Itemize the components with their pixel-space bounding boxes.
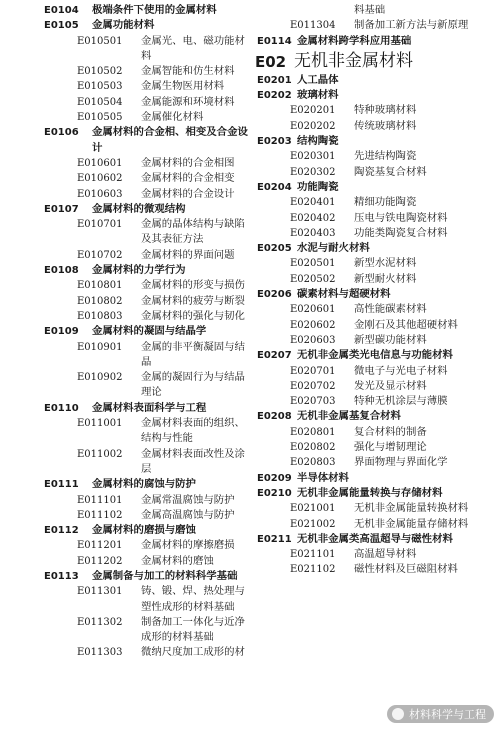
entry-title: 金属光、电、磁功能材料 [141,34,245,62]
category-entry [44,263,252,278]
category-entry [257,180,495,195]
subcategory-entry [257,18,495,33]
entry-code: E010803 [77,310,123,322]
wechat-logo-icon [392,708,404,720]
entry-code: E021001 [290,503,336,515]
entry-code: E0111 [44,479,79,491]
entry-title: 金属材料的合金设计 [141,187,235,200]
subcategory-entry [44,538,252,553]
entry-code: E020703 [290,396,336,408]
entry-title: 金属能源和环境材料 [141,95,235,108]
subcategory-entry [44,416,252,447]
entry-title: 玻璃材料 [297,89,339,102]
entry-title: 无机非金属类高温超导与磁性材料 [297,532,453,545]
entry-code: E020803 [290,457,336,469]
subcategory-entry [44,278,252,293]
subcategory-entry [257,501,495,516]
entry-title: 发光及显示材料 [354,379,427,392]
subcategory-entry [257,195,495,210]
entry-title: 陶瓷基复合材料 [354,165,427,178]
entry-title: 金属材料的形变与损伤 [141,279,245,292]
entry-title: 铸、锻、焊、热处理与塑性成形的材料基础 [141,585,245,613]
entry-title: 金属材料表面科学与工程 [92,401,207,414]
subcategory-entry [257,394,495,409]
entry-code: E010503 [77,81,123,93]
entry-code: E010505 [77,112,123,124]
subcategory-entry [44,248,252,263]
subcategory-entry [44,79,252,94]
entry-code: E0205 [257,243,292,255]
subcategory-entry [44,584,252,615]
entry-title: 传统玻璃材料 [354,119,417,132]
entry-title: 无机非金属能量转换与存储材料 [297,486,443,499]
subcategory-entry [44,187,252,202]
subcategory-entry [257,211,495,226]
entry-code: E020701 [290,365,336,377]
entry-title: 磁性材料及巨磁阻材料 [354,563,458,576]
entry-title: 金属高温腐蚀与防护 [141,508,235,521]
category-entry [44,401,252,416]
entry-title: 微纳尺度加工成形的材 [141,646,245,659]
entry-code: E020301 [290,151,336,163]
entry-code: E020302 [290,166,336,178]
entry-title: 压电与铁电陶瓷材料 [354,211,448,224]
subcategory-entry [44,217,252,248]
entry-title: 金属的晶体结构与缺陷及其表征方法 [141,218,245,246]
subcategory-entry [257,103,495,118]
entry-title: 无机非金属能量转换材料 [354,502,469,515]
entry-code: E0110 [44,402,79,414]
entry-title: 金属材料的合金相变 [141,172,235,185]
entry-code: E020403 [290,227,336,239]
subcategory-entry [257,364,495,379]
entry-title: 制备加工新方法与新原理 [354,19,469,32]
subcategory-entry [44,64,252,79]
category-entry [44,477,252,492]
subcategory-entry [257,272,495,287]
entry-code: E0201 [257,74,292,86]
entry-title: 先进结构陶瓷 [354,150,417,163]
entry-code: E020501 [290,258,336,270]
entry-code: E010801 [77,280,123,292]
category-entry [257,409,495,424]
category-entry [44,202,252,217]
entry-title: 特种玻璃材料 [354,104,417,117]
section-heading [257,50,495,72]
entry-title: 新型水泥材料 [354,257,417,270]
entry-title: 人工晶体 [297,73,339,86]
subcategory-entry [44,309,252,324]
subcategory-entry [44,508,252,523]
entry-title: 高温超导材料 [354,548,417,561]
subcategory-entry [44,554,252,569]
entry-title: 金属材料的微观结构 [92,202,186,215]
entry-title: 金属材料跨学科应用基础 [297,34,412,47]
entry-code: E020601 [290,304,336,316]
entry-code: E0209 [257,472,292,484]
subcategory-entry [44,370,252,401]
entry-code: E020603 [290,334,336,346]
entry-title: 金属材料的力学行为 [92,264,186,277]
category-entry [44,523,252,538]
entry-title: 强化与增韧理论 [354,441,427,454]
entry-code: E020202 [290,120,336,132]
watermark-text: 材料科学与工程 [409,708,486,721]
subcategory-entry [257,333,495,348]
entry-title: 金属材料的摩擦磨损 [141,539,235,552]
entry-title: 无机非金属能量存储材料 [354,517,469,530]
entry-title: 金属生物医用材料 [141,80,225,93]
entry-title: 水泥与耐火材料 [297,242,370,255]
subcategory-entry [257,379,495,394]
right-column [257,3,495,578]
entry-code: E0108 [44,265,79,277]
category-entry [257,241,495,256]
entry-code: E021101 [290,549,336,561]
entry-code: E011304 [290,20,336,32]
subcategory-entry [44,34,252,65]
entry-code: E0206 [257,289,292,301]
subcategory-entry [44,110,252,125]
subcategory-entry [257,318,495,333]
entry-title: 金属材料的合金相图 [141,156,235,169]
entry-code: E011303 [77,647,123,659]
continued-entry [257,3,495,18]
entry-title: 金属常温腐蚀与防护 [141,493,235,506]
category-entry [44,18,252,33]
entry-code: E011102 [77,509,123,521]
category-entry [44,324,252,339]
entry-code: E0203 [257,136,292,148]
entry-title: 金属材料的疲劳与断裂 [141,294,245,307]
entry-code: E0113 [44,570,79,582]
entry-title: 金属材料的合金相、相变及合金设计 [92,126,248,154]
subcategory-entry [257,547,495,562]
subcategory-entry [257,562,495,577]
entry-title: 功能类陶瓷复合材料 [354,226,448,239]
entry-title: 高性能碳素材料 [354,303,427,316]
entry-code: E010802 [77,295,123,307]
subcategory-entry [257,302,495,317]
subcategory-entry [257,440,495,455]
entry-title: 无机非金属材料 [294,50,413,71]
entry-code: E021102 [290,564,336,576]
watermark [387,705,494,723]
left-column [44,3,252,661]
category-entry [257,348,495,363]
subcategory-entry [257,165,495,180]
subcategory-entry [44,493,252,508]
entry-code: E0109 [44,326,79,338]
entry-code: E0208 [257,411,292,423]
entry-title: 金属制备与加工的材料科学基础 [92,569,238,582]
entry-code: E0204 [257,181,292,193]
category-entry [257,471,495,486]
entry-code: E011302 [77,616,123,628]
subcategory-entry [257,226,495,241]
entry-code: E020502 [290,273,336,285]
subcategory-entry [44,447,252,478]
entry-code: E020201 [290,105,336,117]
category-entry [44,3,252,18]
entry-title: 结构陶瓷 [297,135,339,148]
subcategory-entry [257,517,495,532]
entry-code: E0211 [257,533,292,545]
category-entry [257,134,495,149]
subcategory-entry [257,119,495,134]
entry-code: E020702 [290,380,336,392]
entry-title: 金属材料表面改性及涂层 [141,447,245,475]
entry-code: E010701 [77,219,123,231]
entry-title: 复合材料的制备 [354,425,427,438]
entry-code: E011002 [77,448,123,460]
subcategory-entry [44,156,252,171]
entry-title: 金属材料的磨损与磨蚀 [92,524,196,537]
subcategory-entry [44,645,252,660]
entry-code: E011001 [77,418,123,430]
entry-code: E010901 [77,341,123,353]
entry-code: E020402 [290,212,336,224]
entry-title: 制备加工一体化与近净成形的材料基础 [141,615,245,644]
entry-title: 料基础 [354,4,386,16]
entry-title: 微电子与光电子材料 [354,364,448,377]
entry-title: 界面物理与界面化学 [354,456,448,469]
entry-title: 金刚石及其他超硬材料 [354,318,458,331]
entry-title: 金属功能材料 [92,19,155,32]
entry-code: E0210 [257,487,292,499]
category-entry [257,287,495,302]
category-entry [44,125,252,156]
entry-title: 特种无机涂层与薄膜 [354,395,448,408]
subcategory-entry [44,615,252,646]
entry-title: 功能陶瓷 [297,180,339,193]
entry-code: E010702 [77,249,123,261]
entry-code: E0106 [44,127,79,139]
entry-code: E010501 [77,35,123,47]
entry-code: E0207 [257,350,292,362]
entry-title: 新型耐火材料 [354,272,417,285]
subcategory-entry [44,95,252,110]
entry-code: E0107 [44,203,79,215]
subcategory-entry [257,425,495,440]
entry-title: 金属材料的界面问题 [141,248,235,261]
entry-title: 碳素材料与超硬材料 [297,288,391,301]
entry-title: 金属催化材料 [141,111,204,124]
entry-code: E010603 [77,188,123,200]
entry-code: E020602 [290,319,336,331]
entry-code: E0104 [44,5,79,16]
entry-code: E010601 [77,157,123,169]
entry-code: E0112 [44,525,79,537]
entry-code: E020802 [290,442,336,454]
subcategory-entry [44,340,252,371]
entry-title: 金属的非平衡凝固与结晶 [141,340,245,368]
entry-code: E020801 [290,426,336,438]
category-entry [257,34,495,49]
category-entry [257,486,495,501]
entry-title: 精细功能陶瓷 [354,196,417,209]
subcategory-entry [257,149,495,164]
entry-code: E02 [255,52,287,71]
entry-code: E010504 [77,96,123,108]
subcategory-entry [44,294,252,309]
entry-title: 金属智能和仿生材料 [141,65,235,78]
entry-code: E010902 [77,372,123,384]
entry-title: 无机非金属基复合材料 [297,410,401,423]
category-entry [44,569,252,584]
entry-title: 极端条件下使用的金属材料 [92,4,217,16]
entry-code: E011101 [77,494,123,506]
category-entry [257,73,495,88]
entry-title: 金属材料表面的组织、结构与性能 [141,417,245,445]
category-entry [257,532,495,547]
subcategory-entry [257,256,495,271]
entry-title: 半导体材料 [297,471,349,484]
entry-title: 金属材料的凝固与结晶学 [92,325,207,338]
entry-code: E011201 [77,540,123,552]
subcategory-entry [257,455,495,470]
entry-title: 金属的凝固行为与结晶理论 [141,371,245,399]
entry-code: E021002 [290,518,336,530]
subcategory-entry [44,171,252,186]
entry-code: E020401 [290,197,336,209]
entry-title: 金属材料的磨蚀 [141,554,214,567]
entry-code: E0105 [44,20,79,32]
category-entry [257,88,495,103]
entry-title: 金属材料的腐蚀与防护 [92,478,196,491]
entry-code: E011202 [77,555,123,567]
entry-title: 新型碳功能材料 [354,333,427,346]
entry-code: E010502 [77,66,123,78]
entry-code: E011301 [77,586,123,598]
entry-title: 金属材料的强化与韧化 [141,309,245,322]
entry-code: E010602 [77,173,123,185]
entry-code: E0114 [257,35,292,47]
entry-code: E0202 [257,90,292,102]
entry-title: 无机非金属类光电信息与功能材料 [297,349,453,362]
